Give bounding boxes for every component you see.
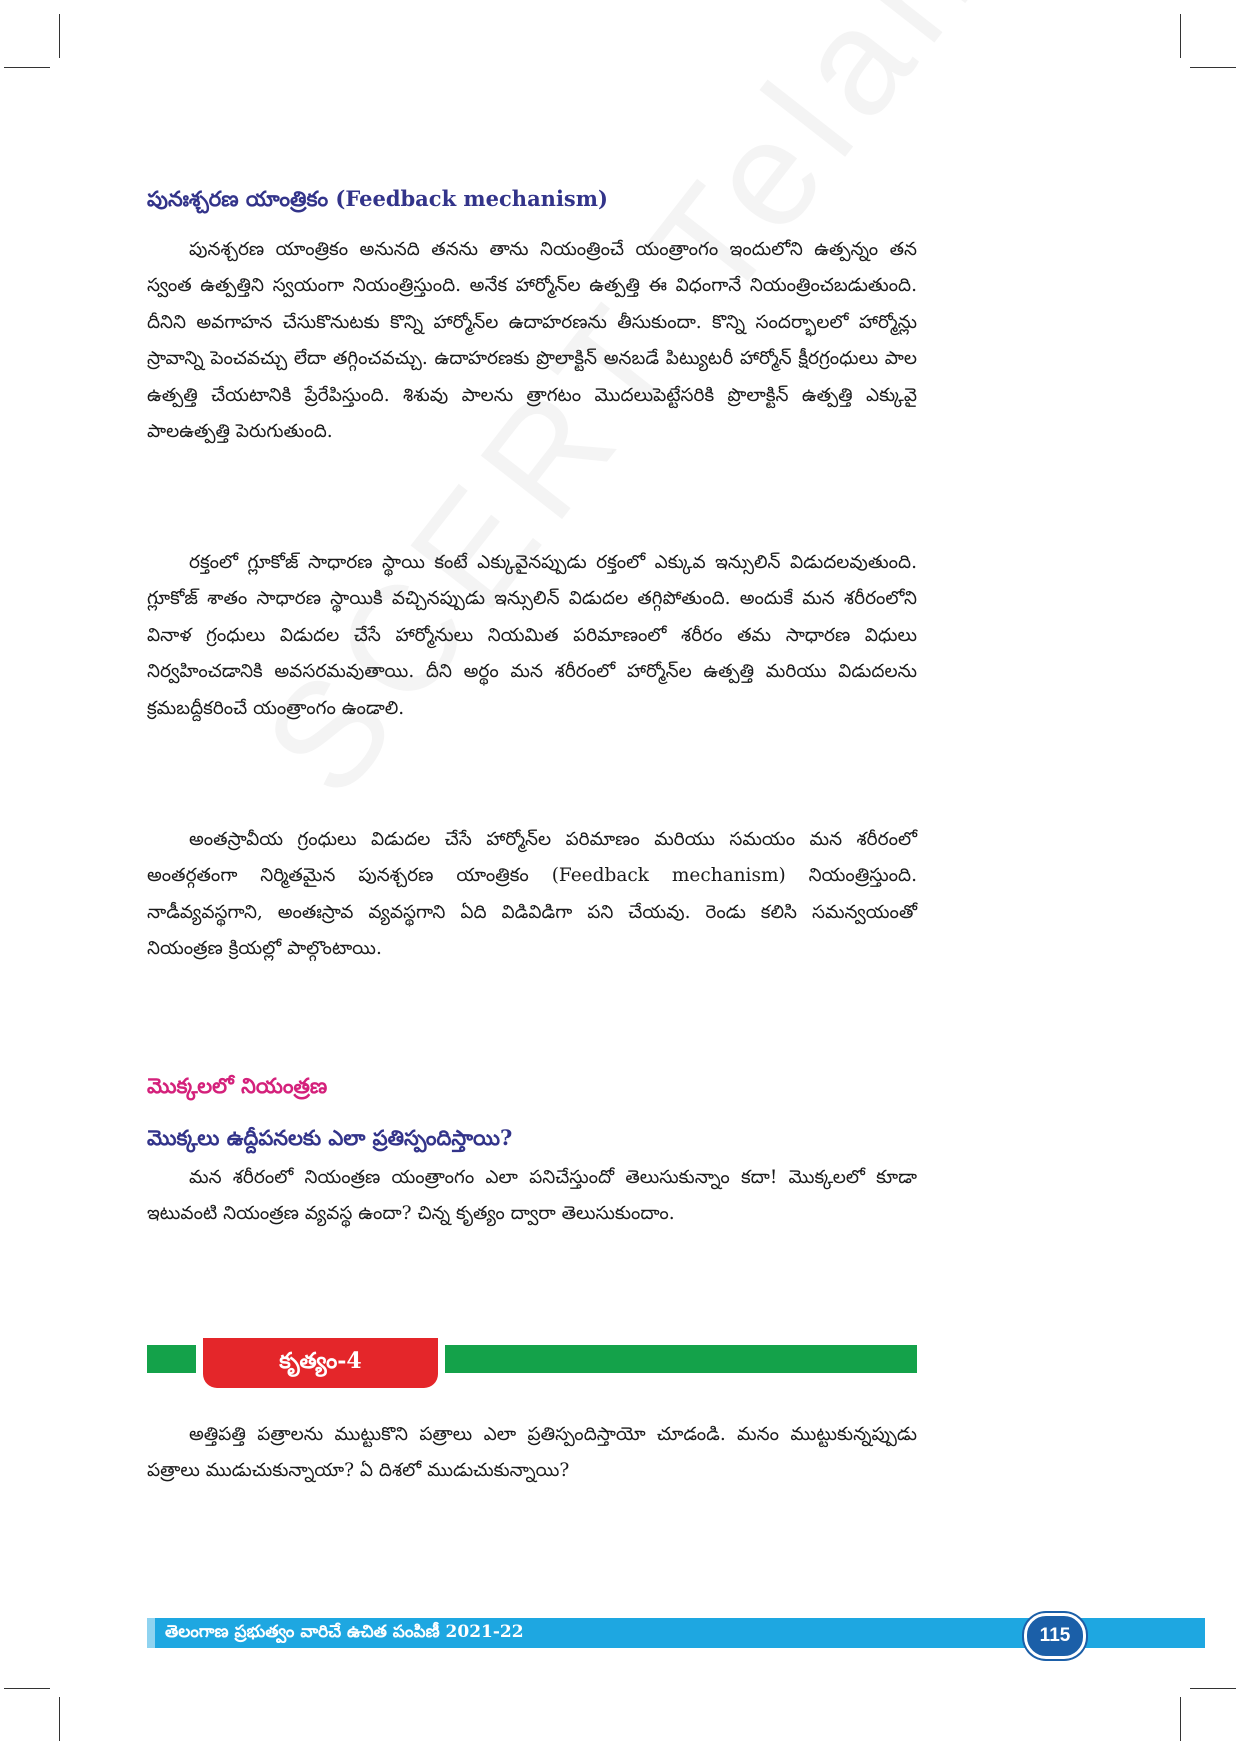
activity-label-text: కృత్యం-4: [279, 1347, 362, 1374]
crop-mark-top-left-h: [4, 67, 50, 68]
paragraph-activity: అత్తిపత్తి పత్రాలను ముట్టుకొని పత్రాలు ఎలా ప్రతిస్పందిస్తాయో చూడండి. మనం ముట్టుకున్నప్పుడు పత్రాలు ముడుచుకున్నాయా? ఏ దిశలో ముడుచుకున్నాయి?: [147, 1424, 917, 1482]
paragraph-feedback-intro: పునశ్చరణ యాంత్రికం అనునది తనను తాను నియంత్రించే యంత్రాంగం ఇందులోని ఉత్పన్నం తన స్వంత ఉత్పత్తిని స్వయంగా నియంత్రిస్తుంది. అనేక హార్మోన్‌ల ఉత్పత్తి ఈ విధంగానే నియంత్రించబడుతుంది. దీనిని అవగాహన చేసుకొనుటకు కొన్ని హార్మోన్‌ల ఉదాహరణను తీసుకుందా. కొన్ని సందర్భాలలో హార్మోన్లు స్రావాన్ని పెంచవచ్చు లేదా తగ్గించవచ్చు. ఉదాహరణకు ప్రొలాక్టిన్ అనబడే పిట్యుటరీ హార్మోన్ క్షీరగ్రంధులు పాల ఉత్పత్తి చేయటానికి ప్రేరేపిస్తుంది. శిశువు పాలను త్రాగటం మొదలుపెట్టేసరికి ప్రొలాక్టిన్ ఉత్పత్తి ఎక్కువై పాలఉత్పత్తి పెరుగుతుంది.: [147, 239, 917, 443]
crop-mark-top-right-v: [1180, 14, 1181, 58]
page-number: [1024, 1613, 1086, 1659]
plant-control-heading: మొక్కలలో నియంత్రణ: [147, 1073, 328, 1098]
crop-mark-bottom-left-v: [59, 1697, 60, 1741]
feedback-mechanism-heading: పునఃశ్చరణ యాంత్రికం (Feedback mechanism): [147, 186, 608, 211]
activity-bar-right: [445, 1345, 917, 1373]
crop-mark-top-left-v: [59, 14, 60, 58]
page-number-text: 115: [1039, 1625, 1071, 1646]
footer-text: తెలంగాణ ప్రభుత్వం వారిచే ఉచిత పంపిణీ 2021-22: [165, 1622, 524, 1642]
activity-label: [203, 1338, 438, 1388]
crop-mark-bottom-right-v: [1180, 1697, 1181, 1741]
activity-bar-left: [147, 1345, 196, 1373]
paragraph-endocrine-control: అంతస్రావీయ గ్రంధులు విడుదల చేసే హార్మోన్‌ల పరిమాణం మరియు సమయం మన శరీరంలో అంతర్గతంగా నిర్మితమైన పునశ్చరణ యాంత్రికం (Feedback mechanism) నియంత్రిస్తుంది. నాడీవ్యవస్థగాని, అంతఃస్రావ వ్యవస్థగాని ఏది విడివిడిగా పని చేయవు. రెండు కలిసి సమన్వయంతో నియంత్రణ క్రియల్లో పాల్గొంటాయి.: [147, 829, 917, 960]
plant-response-subheading: మొక్కలు ఉద్దీపనలకు ఎలా ప్రతిస్పందిస్తాయి?: [147, 1125, 513, 1150]
paragraph-plant-intro: మన శరీరంలో నియంత్రణ యంత్రాంగం ఎలా పనిచేస్తుందో తెలుసుకున్నాం కదా! మొక్కలలో కూడా ఇటువంటి నియంత్రణ వ్యవస్థ ఉందా? చిన్న కృత్యం ద్వారా తెలుసుకుందాం.: [147, 1167, 917, 1225]
crop-mark-bottom-left-h: [4, 1688, 50, 1689]
paragraph-glucose-insulin: రక్తంలో గ్లూకోజ్ సాధారణ స్థాయి కంటే ఎక్కువైనప్పుడు రక్తంలో ఎక్కువ ఇన్సులిన్ విడుదలవుతుంది. గ్లూకోజ్ శాతం సాధారణ స్థాయికి వచ్చినప్పుడు ఇన్సులిన్ విడుదల తగ్గిపోతుంది. అందుకే మన శరీరంలోని వినాళ గ్రంధులు విడుదల చేసే హార్మోనులు నియమిత పరిమాణంలో శరీరం తమ సాధారణ విధులు నిర్వహించడానికి అవసరమవుతాయి. దీని అర్థం మన శరీరంలో హార్మోన్‌ల ఉత్పత్తి మరియు విడుదలను క్రమబద్దీకరించే యంత్రాంగం ఉండాలి.: [147, 552, 917, 719]
footer-accent: [147, 1618, 155, 1648]
crop-mark-bottom-right-h: [1190, 1688, 1236, 1689]
crop-mark-top-right-h: [1190, 67, 1236, 68]
